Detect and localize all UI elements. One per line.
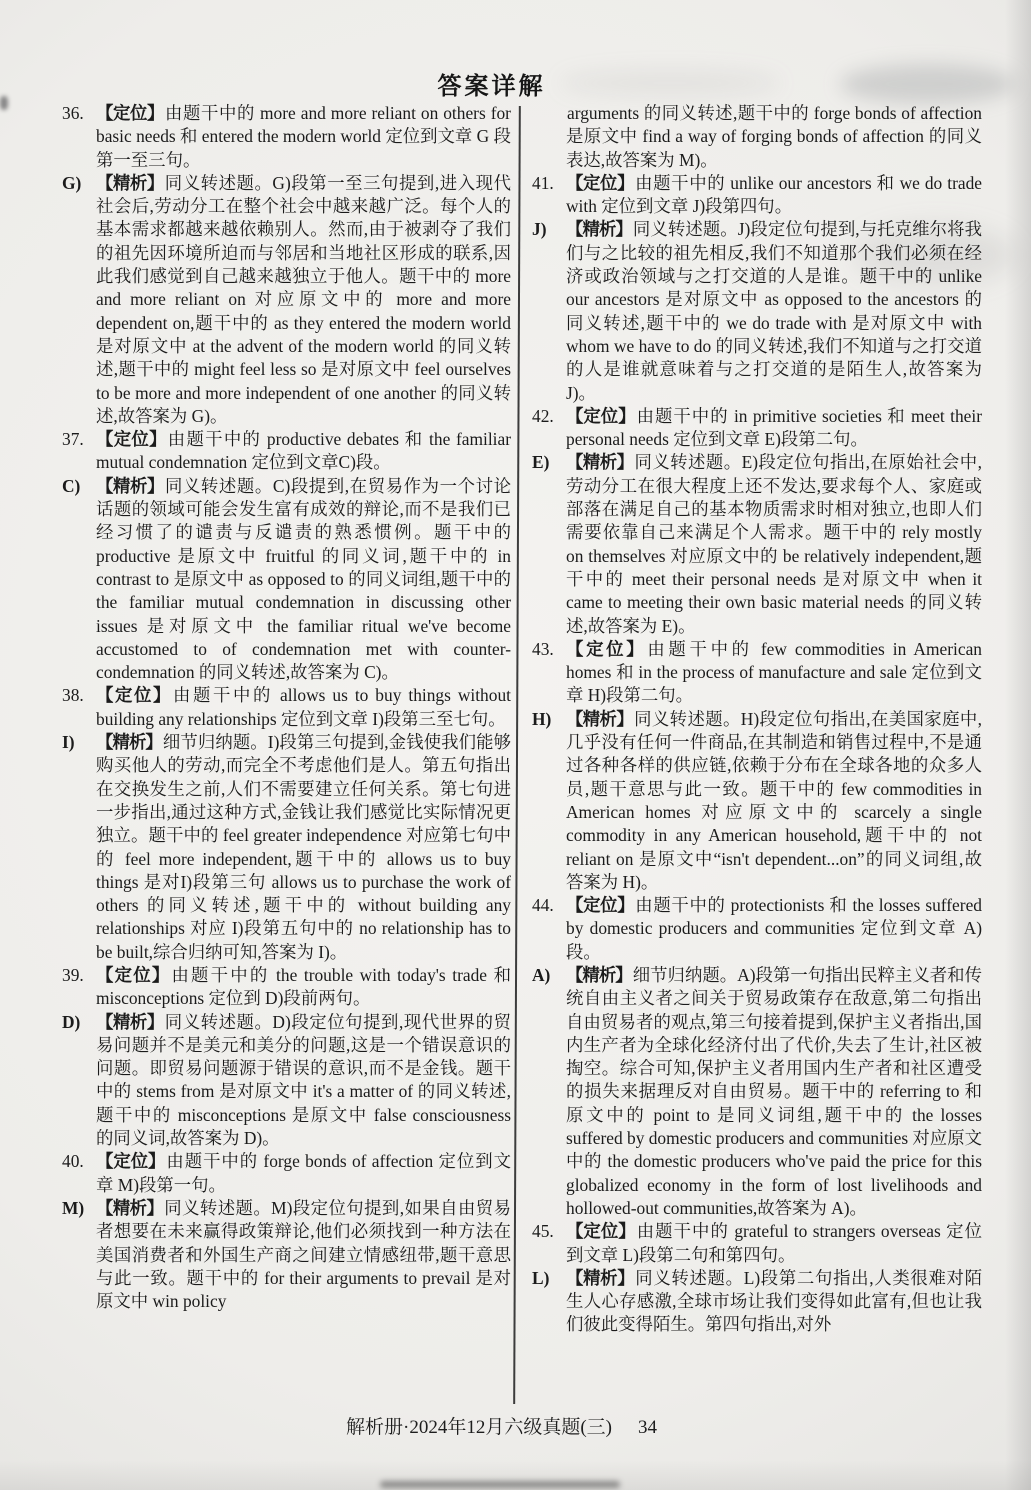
left-column [62, 102, 511, 1313]
item-tag: 【定位】 [566, 895, 635, 916]
answer-item [62, 964, 511, 1011]
item-marker: G) [62, 172, 82, 193]
item-text: 由题干中的 productive debates 和 the familiar mutual condemnation 定位到文章C)段。 [96, 429, 511, 473]
item-marker: H) [532, 708, 552, 729]
answer-item [532, 405, 982, 452]
item-marker: I) [62, 732, 75, 753]
answer-item [532, 894, 982, 964]
item-text: 同义转述题。G)段第一至三句提到,进入现代社会后,劳动分工在整个社会中越来越广泛。每个人的基本需求都越来越依赖别人。然而,由于被剥夺了我们的祖先因环境所迫而与邻居和当地社区形成的联系,因此我们感觉到自己越来越独立于他人。题干中的 more and more reliant on 对应原文中的 more and more dependent on,题干中的 as they entered the modern world 是对原文中 at the advent of the modern world 的同义转述,题干中的 might feel less so 是对原文中 feel ourselves to be more and more independent of one another 的同义转述,故答案为 G)。 [96, 172, 511, 426]
item-tag: 【精析】 [96, 172, 164, 193]
item-tag: 【精析】 [566, 219, 632, 240]
item-tag: 【定位】 [96, 429, 167, 450]
item-marker: E) [532, 452, 550, 473]
answer-item [62, 172, 511, 428]
answer-item [532, 1267, 982, 1337]
answer-item [532, 708, 982, 894]
answer-item [62, 731, 511, 964]
item-marker: 38. [62, 685, 84, 706]
item-marker: M) [62, 1197, 85, 1218]
item-tag: 【精析】 [96, 1197, 164, 1218]
item-tag: 【精析】 [566, 452, 634, 473]
item-marker: J) [532, 219, 547, 240]
item-text: 由题干中的 forge bonds of affection 定位到文章 M)段第一句。 [96, 1151, 511, 1195]
answer-item [62, 1011, 511, 1151]
item-text: 同义转述题。E)段定位句指出,在原始社会中,劳动分工在很大程度上还不发达,要求每个人、家庭或部落在满足自己的基本物质需求时相对独立,也即人们需要依靠自己来满足个人需求。题干中的 rely mostly on themselves 对应原文中的 be relatively independent,题干中的 meet their personal needs 是对原文中 when it came to meeting their own basic material needs 的同义转述,故答案为 E)。 [566, 452, 982, 636]
item-text: 由题干中的 the trouble with today's trade 和 misconceptions 定位到 D)段前两句。 [96, 964, 511, 1009]
item-text: 由题干中的 allows us to buy things without building any relationships 定位到文章 I)段第三至七句。 [96, 685, 511, 729]
item-marker: 40. [62, 1151, 84, 1172]
item-marker: 42. [532, 405, 554, 426]
item-marker: C) [62, 475, 81, 496]
item-text: 细节归纳题。I)段第三句提到,金钱使我们能够购买他人的劳动,而完全不考虑他们是人。第五句指出在交换发生之前,人们不需要建立任何关系。第七句进一步指出,通过这种方式,金钱让我们感觉比实际情况更独立。题干中的 feel greater independence 对应第七句中的 feel more independent,题干中的 allows us to buy things 是对I)段第三句 allows us to purchase the work of others 的同义转述,题干中的 without building any relationships 对应 I)段第五句中的 no relationship has to be built,综合归纳可知,答案为 I)。 [96, 732, 511, 962]
answer-item [62, 475, 511, 685]
item-tag: 【精析】 [566, 708, 634, 729]
item-text: 同义转述题。C)段提到,在贸易作为一个讨论话题的领域可能会发生富有成效的辩论,而不是我们已经习惯了的谴责与反谴责的熟悉惯例。题干中的 productive 是原文中 fruitful 的同义词,题干中的 in contrast to 是原文中 as opposed to 的同义词组,题干中的 the familiar mutual condemnation in discussing other issues 是对原文中 the familiar ritual we've become accustomed to of condemnation met with counter-condemnation 的同义转述,故答案为 C)。 [96, 475, 511, 683]
item-tag: 【定位】 [566, 1221, 636, 1242]
scan-smudge [380, 1481, 620, 1488]
answer-item [62, 428, 511, 475]
item-tag: 【精析】 [566, 964, 632, 985]
footer-booklet-label: 解析册·2024年12月六级真题(三) [346, 1417, 612, 1438]
item-marker: L) [532, 1267, 550, 1288]
page-title: 答案详解 [437, 73, 546, 100]
answer-item [532, 172, 982, 219]
item-text: 同义转述题。H)段定位句指出,在美国家庭中,几乎没有任何一件商品,在其制造和销售过程中,不是通过各种各样的供应链,依赖于分布在全球各地的众多人员,题干意思与此一致。题干中的 few commodities in American homes 对应原文中的 scarcely a single commodity in any American household,题干中的 not reliant on 是原文中“isn't dependent...on”的同义词组,故答案为 H)。 [566, 708, 982, 892]
item-text: 由题干中的 more and more reliant on others for basic needs 和 entered the modern world 定位到文章 G 段第一至三句。 [96, 103, 511, 170]
answer-item [532, 1220, 982, 1267]
answer-item [62, 102, 511, 172]
item-tag: 【定位】 [566, 638, 647, 659]
item-tag: 【定位】 [96, 103, 165, 123]
item-tag: 【定位】 [96, 1151, 166, 1172]
item-text: 同义转述题。M)段定位句提到,如果自由贸易者想要在未来赢得政策辩论,他们必须找到一种方法在美国消费者和外国生产商之间建立情感纽带,题干意思与此一致。题干中的 for their arguments to prevail 是对原文中 win policy [96, 1197, 511, 1312]
item-marker: 44. [532, 895, 554, 916]
item-text: 由题干中的 in primitive societies 和 meet their personal needs 定位到文章 E)段第二句。 [566, 405, 982, 450]
scan-edge-shadow [1005, 0, 1031, 1490]
answer-item [532, 451, 982, 637]
scan-edge-shadow [0, 1460, 1031, 1490]
item-marker: 36. [62, 103, 84, 123]
answer-item [62, 684, 511, 731]
answer-item [62, 1197, 511, 1313]
item-text: 由题干中的 few commodities in American homes 和 in the process of manufacture and sale 定位到文章 H)段第二句。 [566, 638, 982, 706]
item-marker: 41. [532, 172, 554, 193]
item-tag: 【精析】 [96, 475, 164, 496]
item-tag: 【定位】 [566, 172, 635, 193]
item-text: 由题干中的 protectionists 和 the losses suffered by domestic producers and communities 定位到文章 A)段。 [566, 895, 982, 962]
answer-item [532, 102, 982, 172]
item-text: 由题干中的 unlike our ancestors 和 we do trade with 定位到文章 J)段第四句。 [566, 172, 982, 217]
item-tag: 【精析】 [566, 1267, 635, 1288]
item-marker: 39. [62, 964, 84, 985]
item-text: 细节归纳题。A)段第一句指出民粹主义者和传统自由主义者之间关于贸易政策存在敌意,第二句指出自由贸易者的观点,第三句接着提到,保护主义者指出,国内生产者为全球化经济付出了代价,失去了生计,社区被掏空。综合可知,保护主义者用国内生产者和社区遭受的损失来据理反对自由贸易。题干中的 referring to 和原文中的 point to 是同义词组,题干中的 the losses suffered by domestic producers and communities 对应原文中的 the domestic producers who've paid the price for this globalized economy in the form of lost livelihoods and hollowed-out communities,故答案为 A)。 [566, 964, 982, 1218]
item-text: 同义转述题。L)段第二句指出,人类很难对陌生人心存感激,全球市场让我们变得如此富有,但也让我们彼此变得陌生。第四句指出,对外 [566, 1267, 982, 1335]
answer-item [532, 638, 982, 708]
item-tag: 【定位】 [566, 405, 636, 426]
answer-item [532, 964, 982, 1220]
item-text: 同义转述题。J)段定位句提到,与托克维尔将我们与之比较的祖先相反,我们不知道那个我们必须在经济或政治领域与之打交道的人是谁。题干中的 unlike our ancestors 是对原文中 as opposed to the ancestors 的同义转述,题干中的 we do trade with 是对原文中 with whom we have to do 的同义转述,我们不知道与之打交道的人是谁就意味着与之打交道的是陌生人,故答案为 J)。 [566, 219, 982, 403]
item-marker: A) [532, 964, 551, 985]
item-marker: 37. [62, 429, 84, 450]
item-text: arguments 的同义转述,题干中的 forge bonds of affection 是原文中 find a way of forging bonds of affection 的同义表达,故答案为 M)。 [566, 103, 982, 170]
item-tag: 【定位】 [96, 964, 171, 985]
item-tag: 【定位】 [96, 685, 173, 706]
page-footer [0, 1412, 1017, 1439]
item-marker: 45. [532, 1221, 554, 1242]
item-marker: 43. [532, 638, 554, 659]
item-marker: D) [62, 1011, 81, 1032]
column-divider [513, 106, 521, 1404]
answer-item [532, 218, 982, 404]
item-tag: 【精析】 [96, 732, 162, 753]
answer-item [62, 1150, 511, 1197]
item-text: 由题干中的 grateful to strangers overseas 定位到文章 L)段第二句和第四句。 [566, 1221, 982, 1265]
item-text: 同义转述题。D)段定位句提到,现代世界的贸易问题并不是美元和美分的问题,这是一个错误意识的问题。即贸易问题源于错误的意识,而不是金钱。题干中的 stems from 是对原文中 it's a matter of 的同义转述,题干中的 misconceptions 是原文中 false consciousness 的同义词,故答案为 D)。 [96, 1011, 511, 1149]
page-number: 34 [637, 1417, 657, 1438]
right-column [532, 102, 982, 1337]
item-tag: 【精析】 [96, 1011, 164, 1032]
